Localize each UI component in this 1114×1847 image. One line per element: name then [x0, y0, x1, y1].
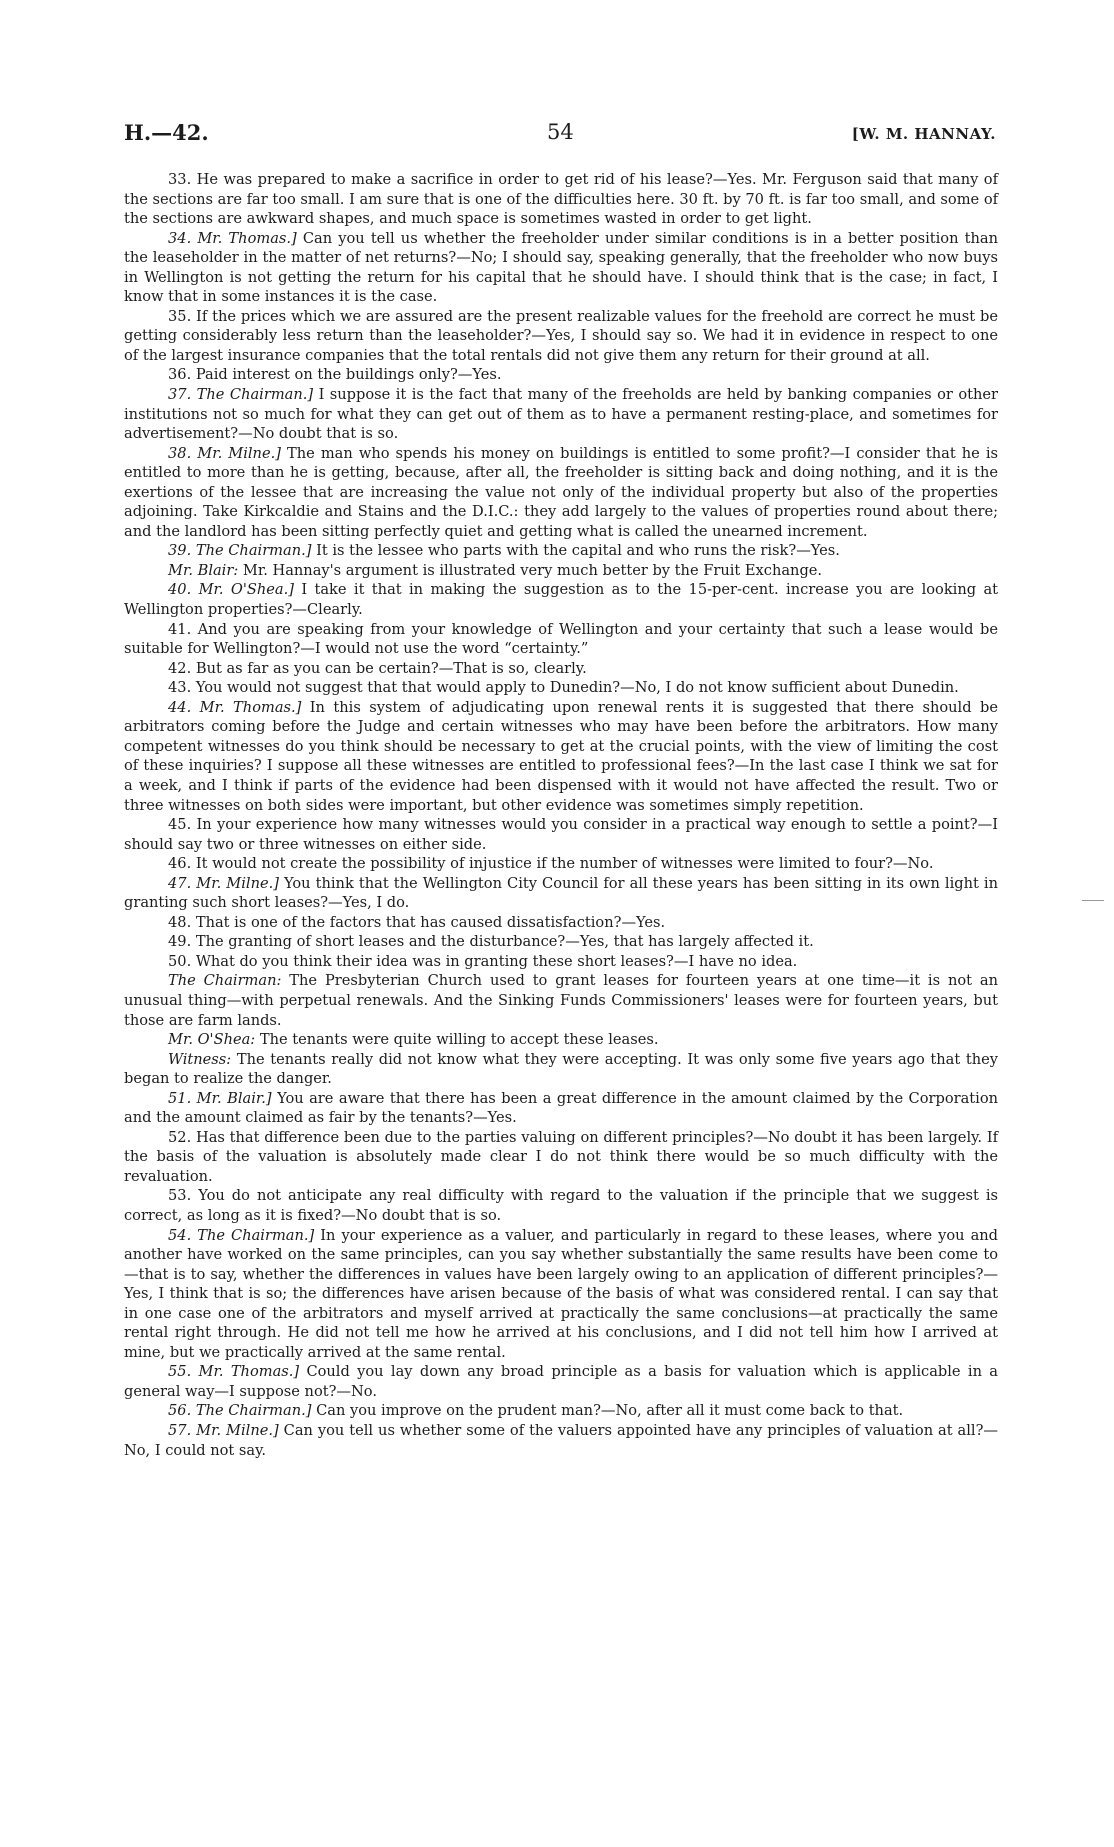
margin-mark — [1082, 900, 1104, 901]
paragraph-35: 35. If the prices which we are assured are the present realizable values for the freehold are correct he must be getting considerably less return than the leaseholder?—Yes, I should say so. We had it in evidence in respect to one of the largest insurance companies that the total rentals did not give them any return for their ground at all. — [124, 307, 998, 364]
paragraph-45: 45. In your experience how many witnesses would you consider in a practical way enough to settle a point?—I should say two or three witnesses on either side. — [124, 816, 998, 853]
paragraph-51: 51. Mr. Blair.] You are aware that there has been a great difference in the amount claimed by the Corporation and the amount claimed as fair by the tenants?—Yes. — [124, 1089, 999, 1127]
paragraph-37: 37. The Chairman.] I suppose it is the fact that many of the freeholds are held by banking companies or other institutions not so much for what they can get out of them as to have a permanent resting-place, and sometimes for advertisement?—No doubt that is so. — [124, 386, 998, 443]
paragraph-47: 47. Mr. Milne.] You think that the Wellington City Council for all these years has been sitting in its own light in granting such short leases?—Yes, I do. — [124, 874, 998, 912]
paragraph-42: 42. But as far as you can be certain?—That is so, clearly. — [168, 659, 587, 677]
paragraph-41: 41. And you are speaking from your knowledge of Wellington and your certainty that such a lease would be suitable for Wellington?—I would not use the word “certainty.” — [124, 620, 998, 658]
paragraph-38: 38. Mr. Milne.] The man who spends his money on buildings is entitled to some profit?—I consider that he is entitled to more than he is getting, because, after all, the freeholder is sitting back and doing nothing, and it is the exertions of the lessee that are increasing the value not only of the individual property but also of the properties adjoining. Take Kirkcaldie and Stains and the D.I.C.: they add largely to the values of properties round about there; and the landlord has been sitting perfectly quiet and getting what is called the unearned increment. — [124, 444, 999, 540]
paragraph-50: 50. What do you think their idea was in granting these short leases?—I have no idea. — [168, 952, 798, 970]
report-code: H.—42. — [124, 120, 209, 145]
paragraph-52: 52. Has that difference been due to the parties valuing on different principles?—No doubt it has been largely. If the basis of the valuation is absolutely made clear I do not think there would be so much difficulty with the revaluation. — [124, 1128, 998, 1185]
paragraph-49: 49. The granting of short leases and the disturbance?—Yes, that has largely affected it. — [168, 933, 814, 951]
paragraph-56: 56. The Chairman.] Can you improve on the prudent man?—No, after all it must come back to that. — [168, 1402, 904, 1420]
paragraph-48: 48. That is one of the factors that has caused dissatisfaction?—Yes. — [168, 913, 666, 931]
paragraph-witness-remark: Witness: The tenants really did not know what they were accepting. It was only some five years ago that they began to realize the danger. — [124, 1050, 999, 1088]
paragraph-54: 54. The Chairman.] In your experience as a valuer, and particularly in regard to these leases, where you and another have worked on the same principles, can you say whether substantially the same results have been come to—that is to say, whether the differences in values have been largely owing to an application of different principles?—Yes, I think that is so; the differences have arisen because of the basis of what was considered rental. I can say that in one case one of the arbitrators and myself arrived at practically the same conclusions—at practically the same rental right through. He did not tell me how he arrived at his conclusions, and I did not tell him how I arrived at mine, but we practically arrived at the same rental. — [124, 1226, 999, 1361]
paragraph-blair-remark: Mr. Blair: Mr. Hannay's argument is illustrated very much better by the Fruit Exchange. — [168, 561, 823, 579]
paragraph-40: 40. Mr. O'Shea.] I take it that in making the suggestion as to the 15-per-cent. increase you are looking at Wellington properties?—Clearly. — [124, 581, 999, 619]
paragraph-chairman-remark: The Chairman: The Presbyterian Church used to grant leases for fourteen years at one time—it is not an unusual thing—with perpetual renewals. And the Sinking Funds Commissioners' leases were for fourteen years, but those are farm lands. — [124, 972, 998, 1029]
paragraph-46: 46. It would not create the possibility of injustice if the number of witnesses were limited to four?—No. — [168, 855, 934, 873]
page-number: 54 — [547, 120, 574, 144]
paragraph-43: 43. You would not suggest that that would apply to Dunedin?—No, I do not know sufficient about Dunedin. — [168, 679, 959, 697]
paragraph-36: 36. Paid interest on the buildings only?—Yes. — [168, 366, 502, 384]
paragraph-39: 39. The Chairman.] It is the lessee who parts with the capital and who runs the risk?—Yes. — [168, 542, 840, 560]
paragraph-oshea-remark: Mr. O'Shea: The tenants were quite willing to accept these leases. — [168, 1031, 659, 1049]
paragraph-55: 55. Mr. Thomas.] Could you lay down any broad principle as a basis for valuation which is applicable in a general way—I suppose not?—No. — [124, 1363, 998, 1400]
paragraph-53: 53. You do not anticipate any real difficulty with regard to the valuation if the principle that we suggest is correct, as long as it is fixed?—No doubt that is so. — [124, 1187, 998, 1224]
paragraph-33: 33. He was prepared to make a sacrifice in order to get rid of his lease?—Yes. Mr. Ferguson said that many of the sections are far too small. I am sure that is one of the difficulties here. 30 ft. by 70 ft. is far too small, and some of the sections are awkward shapes, and much space is sometimes wasted in order to get light. — [124, 171, 999, 228]
paragraph-57: 57. Mr. Milne.] Can you tell us whether some of the valuers appointed have any principles of valuation at all?—No, I could not say. — [124, 1422, 999, 1459]
paragraph-44: 44. Mr. Thomas.] In this system of adjudicating upon renewal rents it is suggested that there should be arbitrators coming before the Judge and certain witnesses who may have been before the arbitrators. How many competent witnesses do you think should be necessary to get at the crucial points, with the view of limiting the cost of these inquiries? I suppose all these witnesses are entitled to professional fees?—In the last case I think we sat for a week, and I think if parts of the evidence had been dispensed with it would not have affected the result. Two or three witnesses on both sides were important, but other evidence was sometimes simply repetition. — [124, 698, 998, 814]
paragraph-34: 34. Mr. Thomas.] Can you tell us whether the freeholder under similar conditions is in a better position than the leaseholder in the matter of net returns?—No; I should say, speaking generally, that the freeholder who now buys in Wellington is not getting the return for his capital that he should have. I should think that is the case; in fact, I know that in some instances it is the case. — [124, 229, 998, 306]
evidence-text — [124, 170, 998, 1460]
witness-name: [W. M. HANNAY. — [851, 125, 996, 143]
